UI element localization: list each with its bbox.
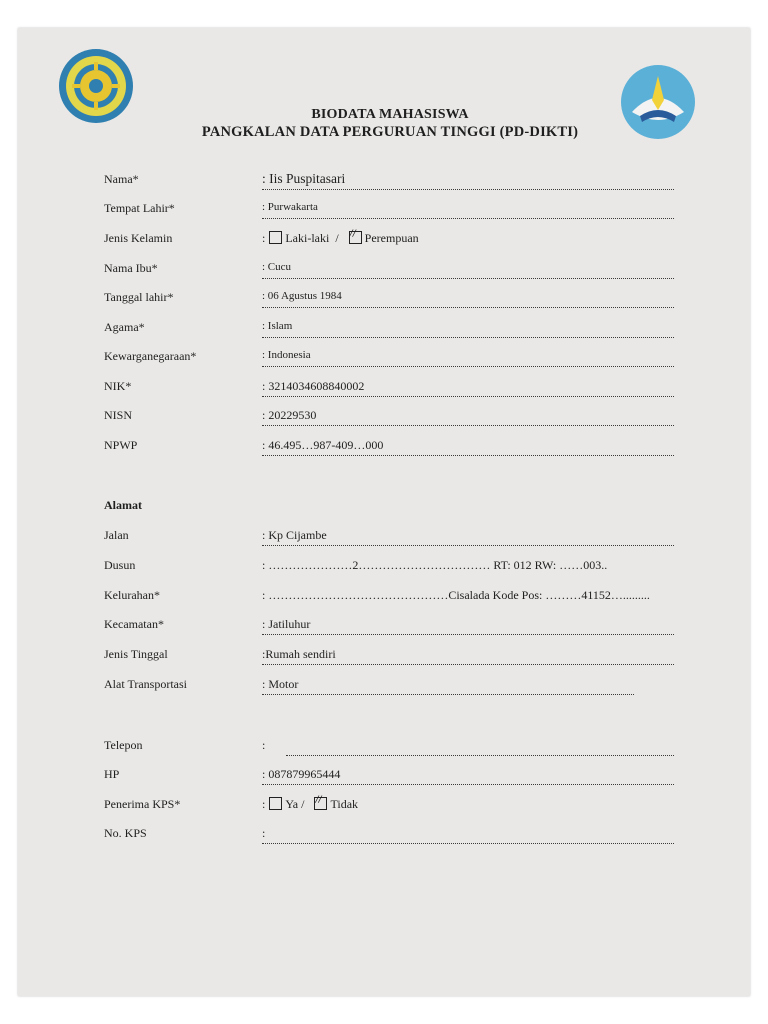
field-value: : 20229530 [262,408,317,422]
field-label: Kelurahan* [104,588,160,602]
field-value: : …………………2…………………………… RT: 012 RW: ……003.. [262,558,608,572]
field-label: Jalan [104,528,129,542]
field-label: Nama Ibu* [104,261,158,275]
field-jenis-tinggal [104,647,674,671]
option-ya: Ya [285,797,299,811]
field-jenis-kelamin [104,231,674,255]
gender-options [262,231,419,246]
field-nama [104,172,674,196]
dotted-line [262,218,674,219]
document-sheet [18,28,750,996]
checkbox-perempuan[interactable] [349,231,362,244]
field-kecamatan [104,617,674,641]
dotted-line [286,755,674,756]
field-value: : Kp Cijambe [262,528,327,542]
field-value: : Jatiluhur [262,617,311,631]
field-value: : [262,826,266,840]
field-hp [104,767,674,791]
dotted-line [262,664,674,665]
field-value: : Motor [262,677,299,691]
field-prefix: : [262,797,266,811]
field-value: : 06 Agustus 1984 [262,290,342,302]
field-label: Telepon [104,738,143,752]
field-value: : 3214034608840002 [262,379,365,393]
field-kelurahan [104,588,674,612]
dotted-line [262,278,674,279]
field-label: Jenis Kelamin [104,231,173,245]
field-value: : Purwakarta [262,201,318,213]
field-value: : 087879965444 [262,767,341,781]
dotted-line [262,843,674,844]
form-subtitle: PANGKALAN DATA PERGURUAN TINGGI (PD-DIKTI) [201,124,579,140]
field-nama-ibu [104,261,674,285]
field-value: : [262,738,266,752]
field-value: : Cucu [262,261,292,273]
dotted-line [262,337,674,338]
checkbox-laki-laki[interactable] [269,231,282,244]
field-label: NIK* [104,379,132,393]
form-title: BIODATA MAHASISWA [311,107,469,122]
dotted-line [262,396,674,397]
field-alat-transportasi [104,677,674,701]
dotted-line [262,694,634,695]
field-penerima-kps [104,797,674,821]
option-laki-laki: Laki-laki [285,231,330,245]
checkbox-tidak[interactable] [314,797,327,810]
field-value: : Indonesia [262,349,311,361]
option-separator: / [301,797,305,811]
option-separator: / [335,231,339,245]
dotted-line [262,545,674,546]
field-npwp [104,438,674,462]
section-heading-alamat: Alamat [104,498,142,512]
field-value: : Iis Puspitasari [262,171,346,186]
field-kewarganegaraan [104,349,674,373]
field-label: Nama* [104,172,139,186]
dotted-line [262,307,674,308]
field-label: HP [104,767,120,781]
field-tempat-lahir [104,201,674,225]
field-label: Tempat Lahir* [104,201,175,215]
field-agama [104,320,674,344]
field-value: : Islam [262,320,293,332]
field-label: NISN [104,408,133,422]
field-no-kps [104,826,674,850]
field-telepon [104,738,674,762]
dotted-line [262,455,674,456]
checkbox-ya[interactable] [269,797,282,810]
field-label: Kecamatan* [104,617,164,631]
field-label: Jenis Tinggal [104,647,168,661]
option-tidak: Tidak [330,797,359,811]
dotted-line [262,634,674,635]
field-dusun [104,558,674,582]
field-value: : 46.495…987-409…000 [262,438,384,452]
field-label: Penerima KPS* [104,797,181,811]
field-value: : ………………………………………Cisalada Kode Pos: ………41152…......... [262,588,650,602]
dotted-line [262,366,674,367]
field-label: No. KPS [104,826,147,840]
kps-options [262,797,358,812]
dotted-line [262,425,674,426]
field-prefix: : [262,231,266,245]
field-nisn [104,408,674,432]
field-nik [104,379,674,403]
option-perempuan: Perempuan [364,231,419,245]
field-value: :Rumah sendiri [262,647,336,661]
field-tanggal-lahir [104,290,674,314]
field-label: Agama* [104,320,145,334]
field-label: Kewarganegaraan* [104,349,197,363]
field-jalan [104,528,674,552]
field-label: Alat Transportasi [104,677,188,691]
field-label: NPWP [104,438,138,452]
dotted-line [262,189,674,190]
field-label: Dusun [104,558,136,572]
field-label: Tanggal lahir* [104,290,174,304]
dotted-line [262,784,674,785]
